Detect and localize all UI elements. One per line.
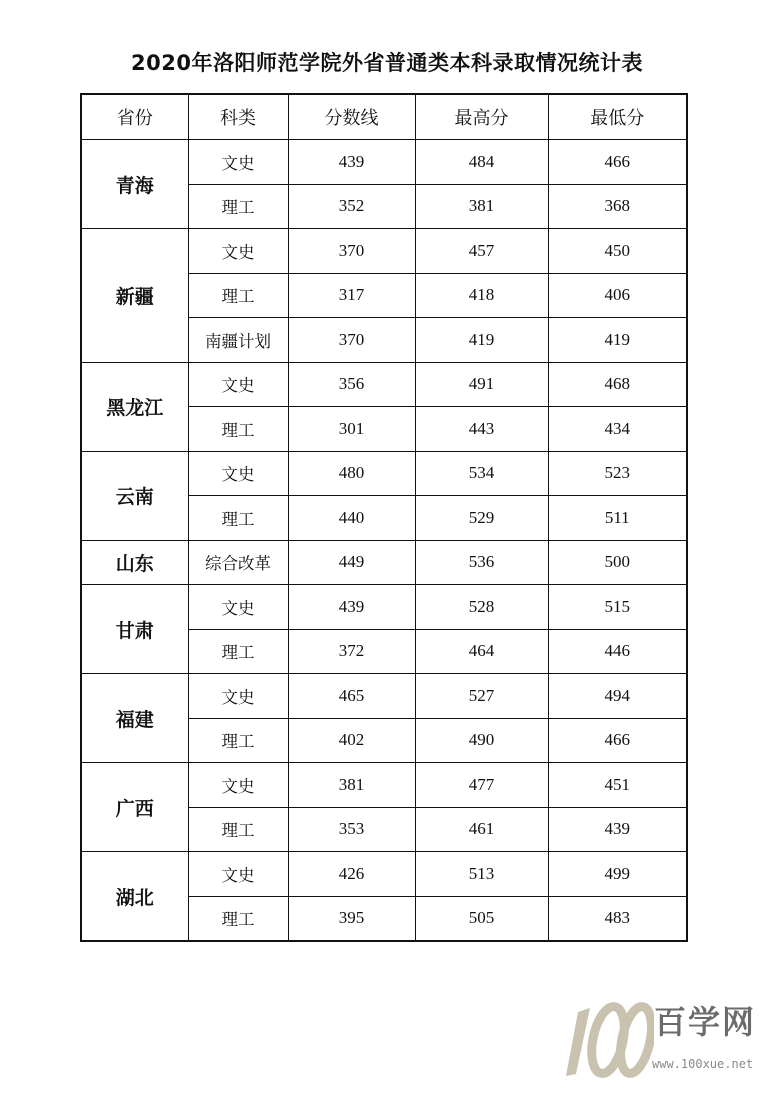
subject-cell: 文史	[188, 451, 288, 496]
subject-cell: 南疆计划	[188, 318, 288, 363]
min-score-cell: 515	[548, 585, 687, 630]
table-row	[81, 140, 687, 185]
subject-cell: 理工	[188, 629, 288, 674]
max-score-cell: 534	[415, 451, 548, 496]
cutoff-score-cell: 301	[288, 407, 415, 452]
province-cell: 青海	[81, 140, 188, 229]
min-score-cell: 446	[548, 629, 687, 674]
max-score-cell: 491	[415, 362, 548, 407]
admission-table	[80, 93, 688, 942]
max-score-cell: 505	[415, 896, 548, 941]
table-row	[81, 362, 687, 407]
min-score-cell: 500	[548, 540, 687, 585]
cutoff-score-cell: 426	[288, 852, 415, 897]
max-score-cell: 513	[415, 852, 548, 897]
table-body	[81, 140, 687, 942]
max-score-cell: 527	[415, 674, 548, 719]
subject-cell: 理工	[188, 896, 288, 941]
cutoff-score-cell: 370	[288, 229, 415, 274]
cutoff-score-cell: 439	[288, 140, 415, 185]
subject-cell: 文史	[188, 362, 288, 407]
cutoff-score-cell: 402	[288, 718, 415, 763]
min-score-cell: 499	[548, 852, 687, 897]
max-score-cell: 484	[415, 140, 548, 185]
subject-cell: 文史	[188, 852, 288, 897]
cutoff-score-cell: 440	[288, 496, 415, 541]
table-row	[81, 229, 687, 274]
table-row	[81, 540, 687, 585]
min-score-cell: 494	[548, 674, 687, 719]
max-score-cell: 536	[415, 540, 548, 585]
cutoff-score-cell: 356	[288, 362, 415, 407]
max-score-cell: 418	[415, 273, 548, 318]
min-score-cell: 483	[548, 896, 687, 941]
min-score-cell: 523	[548, 451, 687, 496]
subject-cell: 理工	[188, 718, 288, 763]
max-score-cell: 528	[415, 585, 548, 630]
subject-cell: 理工	[188, 407, 288, 452]
province-cell: 广西	[81, 763, 188, 852]
subject-cell: 文史	[188, 674, 288, 719]
min-score-cell: 451	[548, 763, 687, 808]
province-cell: 黑龙江	[81, 362, 188, 451]
watermark	[564, 994, 760, 1080]
province-cell: 山东	[81, 540, 188, 585]
subject-cell: 综合改革	[188, 540, 288, 585]
cutoff-score-cell: 449	[288, 540, 415, 585]
watermark-url: www.100xue.net	[652, 1057, 754, 1071]
province-cell: 福建	[81, 674, 188, 763]
header-subject: 科类	[188, 94, 288, 140]
min-score-cell: 406	[548, 273, 687, 318]
cutoff-score-cell: 372	[288, 629, 415, 674]
subject-cell: 文史	[188, 585, 288, 630]
subject-cell: 文史	[188, 140, 288, 185]
cutoff-score-cell: 353	[288, 807, 415, 852]
header-min-score: 最低分	[548, 94, 687, 140]
province-cell: 甘肃	[81, 585, 188, 674]
province-cell: 湖北	[81, 852, 188, 942]
subject-cell: 理工	[188, 273, 288, 318]
cutoff-score-cell: 395	[288, 896, 415, 941]
min-score-cell: 434	[548, 407, 687, 452]
cutoff-score-cell: 370	[288, 318, 415, 363]
table-row	[81, 763, 687, 808]
header-province: 省份	[81, 94, 188, 140]
cutoff-score-cell: 381	[288, 763, 415, 808]
page-title: 2020年洛阳师范学院外省普通类本科录取情况统计表	[131, 51, 643, 75]
province-cell: 新疆	[81, 229, 188, 363]
header-cutoff: 分数线	[288, 94, 415, 140]
max-score-cell: 490	[415, 718, 548, 763]
min-score-cell: 468	[548, 362, 687, 407]
max-score-cell: 419	[415, 318, 548, 363]
cutoff-score-cell: 439	[288, 585, 415, 630]
max-score-cell: 457	[415, 229, 548, 274]
subject-cell: 文史	[188, 229, 288, 274]
table-header-row	[81, 94, 687, 140]
max-score-cell: 381	[415, 184, 548, 229]
logo-100-icon	[564, 994, 654, 1080]
cutoff-score-cell: 465	[288, 674, 415, 719]
table-row	[81, 585, 687, 630]
cutoff-score-cell: 352	[288, 184, 415, 229]
min-score-cell: 466	[548, 140, 687, 185]
cutoff-score-cell: 317	[288, 273, 415, 318]
min-score-cell: 450	[548, 229, 687, 274]
min-score-cell: 419	[548, 318, 687, 363]
table-row	[81, 674, 687, 719]
min-score-cell: 466	[548, 718, 687, 763]
table-row	[81, 852, 687, 897]
max-score-cell: 443	[415, 407, 548, 452]
cutoff-score-cell: 480	[288, 451, 415, 496]
subject-cell: 理工	[188, 807, 288, 852]
subject-cell: 理工	[188, 184, 288, 229]
subject-cell: 文史	[188, 763, 288, 808]
max-score-cell: 477	[415, 763, 548, 808]
max-score-cell: 461	[415, 807, 548, 852]
subject-cell: 理工	[188, 496, 288, 541]
header-max-score: 最高分	[415, 94, 548, 140]
max-score-cell: 464	[415, 629, 548, 674]
table-row	[81, 451, 687, 496]
province-cell: 云南	[81, 451, 188, 540]
watermark-site-name: 百学网	[654, 1003, 757, 1041]
min-score-cell: 368	[548, 184, 687, 229]
min-score-cell: 439	[548, 807, 687, 852]
max-score-cell: 529	[415, 496, 548, 541]
min-score-cell: 511	[548, 496, 687, 541]
